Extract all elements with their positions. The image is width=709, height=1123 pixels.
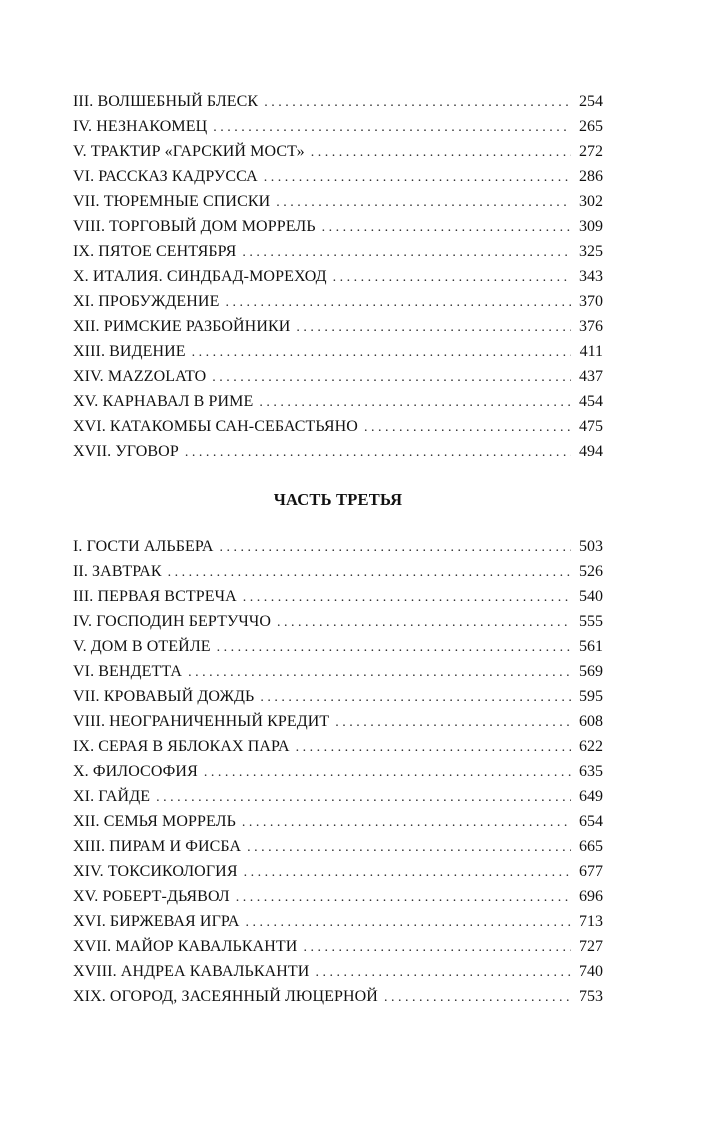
chapter-title: IV. ГОСПОДИН БЕРТУЧЧО <box>73 613 272 630</box>
chapter-title: X. ИТАЛИЯ. СИНДБАД-МОРЕХОД <box>73 268 327 285</box>
toc-entry[interactable] <box>73 609 603 634</box>
toc-entry[interactable] <box>73 314 603 339</box>
toc-entry[interactable] <box>73 834 603 859</box>
dot-leader <box>247 835 571 860</box>
toc-list-part-two <box>73 89 603 464</box>
toc-entry[interactable] <box>73 759 603 784</box>
chapter-title: V. ТРАКТИР «ГАРСКИЙ МОСТ» <box>73 143 305 160</box>
chapter-title: XV. РОБЕРТ-ДЬЯВОЛ <box>73 888 230 905</box>
toc-entry[interactable] <box>73 784 603 809</box>
page-number: 654 <box>579 813 603 830</box>
page-number: 411 <box>579 343 603 360</box>
toc-entry[interactable] <box>73 684 603 709</box>
toc-entry[interactable] <box>73 189 603 214</box>
dot-leader <box>296 735 571 760</box>
toc-entry[interactable] <box>73 139 603 164</box>
toc-entry[interactable] <box>73 534 603 559</box>
chapter-title: XVIII. АНДРЕА КАВАЛЬКАНТИ <box>73 963 310 980</box>
dot-leader <box>246 910 571 935</box>
dot-leader <box>225 290 571 315</box>
dot-leader <box>204 760 571 785</box>
toc-entry[interactable] <box>73 239 603 264</box>
chapter-title: I. ГОСТИ АЛЬБЕРА <box>73 538 214 555</box>
toc-entry[interactable] <box>73 709 603 734</box>
table-of-contents <box>73 89 603 1009</box>
chapter-title: II. ЗАВТРАК <box>73 563 162 580</box>
dot-leader <box>212 365 571 390</box>
dot-leader <box>242 240 571 265</box>
page-number: 569 <box>579 663 603 680</box>
chapter-title: VI. РАССКАЗ КАДРУССА <box>73 168 258 185</box>
chapter-title: XI. ПРОБУЖДЕНИЕ <box>73 293 220 310</box>
dot-leader <box>335 710 571 735</box>
dot-leader <box>260 685 571 710</box>
page-number: 265 <box>579 118 603 135</box>
page-number: 696 <box>579 888 603 905</box>
page-number: 555 <box>579 613 603 630</box>
page-number: 665 <box>579 838 603 855</box>
page-number: 376 <box>579 318 603 335</box>
chapter-title: XIV. ТОКСИКОЛОГИЯ <box>73 863 238 880</box>
dot-leader <box>264 165 571 190</box>
toc-entry[interactable] <box>73 909 603 934</box>
chapter-title: VIII. НЕОГРАНИЧЕННЫЙ КРЕДИТ <box>73 713 330 730</box>
page-number: 272 <box>579 143 603 160</box>
chapter-title: IX. ПЯТОЕ СЕНТЯБРЯ <box>73 243 237 260</box>
page-number: 635 <box>579 763 603 780</box>
chapter-title: XII. СЕМЬЯ МОРРЕЛЬ <box>73 813 236 830</box>
toc-entry[interactable] <box>73 559 603 584</box>
toc-entry[interactable] <box>73 959 603 984</box>
toc-entry[interactable] <box>73 984 603 1009</box>
chapter-title: IV. НЕЗНАКОМЕЦ <box>73 118 208 135</box>
chapter-title: VII. ТЮРЕМНЫЕ СПИСКИ <box>73 193 271 210</box>
toc-entry[interactable] <box>73 114 603 139</box>
dot-leader <box>322 215 571 240</box>
chapter-title: XIII. ВИДЕНИЕ <box>73 343 186 360</box>
toc-entry[interactable] <box>73 89 603 114</box>
dot-leader <box>185 440 571 465</box>
toc-entry[interactable] <box>73 584 603 609</box>
chapter-title: XVII. МАЙОР КАВАЛЬКАНТИ <box>73 938 298 955</box>
dot-leader <box>276 190 571 215</box>
toc-entry[interactable] <box>73 809 603 834</box>
chapter-title: XV. КАРНАВАЛ В РИМЕ <box>73 393 254 410</box>
dot-leader <box>384 985 571 1010</box>
toc-entry[interactable] <box>73 934 603 959</box>
toc-entry[interactable] <box>73 264 603 289</box>
toc-entry[interactable] <box>73 859 603 884</box>
page-number: 740 <box>579 963 603 980</box>
toc-entry[interactable] <box>73 884 603 909</box>
toc-entry[interactable] <box>73 734 603 759</box>
page-number: 370 <box>579 293 603 310</box>
dot-leader <box>264 90 571 115</box>
toc-entry[interactable] <box>73 214 603 239</box>
dot-leader <box>236 885 571 910</box>
page-number: 254 <box>579 93 603 110</box>
toc-entry[interactable] <box>73 439 603 464</box>
toc-entry[interactable] <box>73 414 603 439</box>
dot-leader <box>168 560 571 585</box>
toc-entry[interactable] <box>73 364 603 389</box>
page-number: 286 <box>579 168 603 185</box>
page-number: 503 <box>579 538 603 555</box>
chapter-title: VII. КРОВАВЫЙ ДОЖДЬ <box>73 688 255 705</box>
part-heading: ЧАСТЬ ТРЕТЬЯ <box>273 490 403 509</box>
page-number: 540 <box>579 588 603 605</box>
chapter-title: IX. СЕРАЯ В ЯБЛОКАХ ПАРА <box>73 738 290 755</box>
chapter-title: XIX. ОГОРОД, ЗАСЕЯННЫЙ ЛЮЦЕРНОЙ <box>73 988 378 1005</box>
dot-leader <box>220 535 572 560</box>
chapter-title: VIII. ТОРГОВЫЙ ДОМ МОРРЕЛЬ <box>73 218 316 235</box>
dot-leader <box>188 660 571 685</box>
toc-entry[interactable] <box>73 634 603 659</box>
chapter-title: XII. РИМСКИЕ РАЗБОЙНИКИ <box>73 318 291 335</box>
chapter-title: X. ФИЛОСОФИЯ <box>73 763 198 780</box>
page-number: 302 <box>579 193 603 210</box>
chapter-title: XVII. УГОВОР <box>73 443 179 460</box>
page-number: 727 <box>579 938 603 955</box>
page-number: 526 <box>579 563 603 580</box>
dot-leader <box>242 810 571 835</box>
chapter-title: V. ДОМ В ОТЕЙЛЕ <box>73 638 211 655</box>
chapter-title: XVI. БИРЖЕВАЯ ИГРА <box>73 913 240 930</box>
dot-leader <box>156 785 571 810</box>
dot-leader <box>364 415 571 440</box>
chapter-title: III. ВОЛШЕБНЫЙ БЛЕСК <box>73 93 259 110</box>
toc-entry[interactable] <box>73 164 603 189</box>
dot-leader <box>277 610 571 635</box>
page-number: 622 <box>579 738 603 755</box>
chapter-title: XIII. ПИРАМ И ФИСБА <box>73 838 242 855</box>
page-number: 561 <box>579 638 603 655</box>
page-number: 753 <box>579 988 603 1005</box>
page-number: 494 <box>579 443 603 460</box>
page-number: 454 <box>579 393 603 410</box>
toc-entry[interactable] <box>73 659 603 684</box>
dot-leader <box>296 315 571 340</box>
toc-list-part-three <box>73 534 603 1009</box>
page-number: 309 <box>579 218 603 235</box>
dot-leader <box>244 860 571 885</box>
chapter-title: VI. ВЕНДЕТТА <box>73 663 183 680</box>
chapter-title: XIV. MAZZOLATO <box>73 368 207 385</box>
dot-leader <box>333 265 571 290</box>
dot-leader <box>213 115 571 140</box>
toc-entry[interactable] <box>73 389 603 414</box>
page-number: 595 <box>579 688 603 705</box>
chapter-title: III. ПЕРВАЯ ВСТРЕЧА <box>73 588 237 605</box>
page-number: 608 <box>579 713 603 730</box>
dot-leader <box>259 390 571 415</box>
page-number: 325 <box>579 243 603 260</box>
page-number: 677 <box>579 863 603 880</box>
chapter-title: XVI. КАТАКОМБЫ САН-СЕБАСТЬЯНО <box>73 418 358 435</box>
page-number: 713 <box>579 913 603 930</box>
dot-leader <box>303 935 571 960</box>
page-number: 343 <box>579 268 603 285</box>
page-number: 649 <box>579 788 603 805</box>
dot-leader <box>192 340 571 365</box>
dot-leader <box>243 585 571 610</box>
dot-leader <box>311 140 571 165</box>
dot-leader <box>315 960 571 985</box>
page-number: 437 <box>579 368 603 385</box>
chapter-title: XI. ГАЙДЕ <box>73 788 151 805</box>
dot-leader <box>217 635 571 660</box>
page-number: 475 <box>579 418 603 435</box>
toc-entry[interactable] <box>73 289 603 314</box>
toc-entry[interactable] <box>73 339 603 364</box>
